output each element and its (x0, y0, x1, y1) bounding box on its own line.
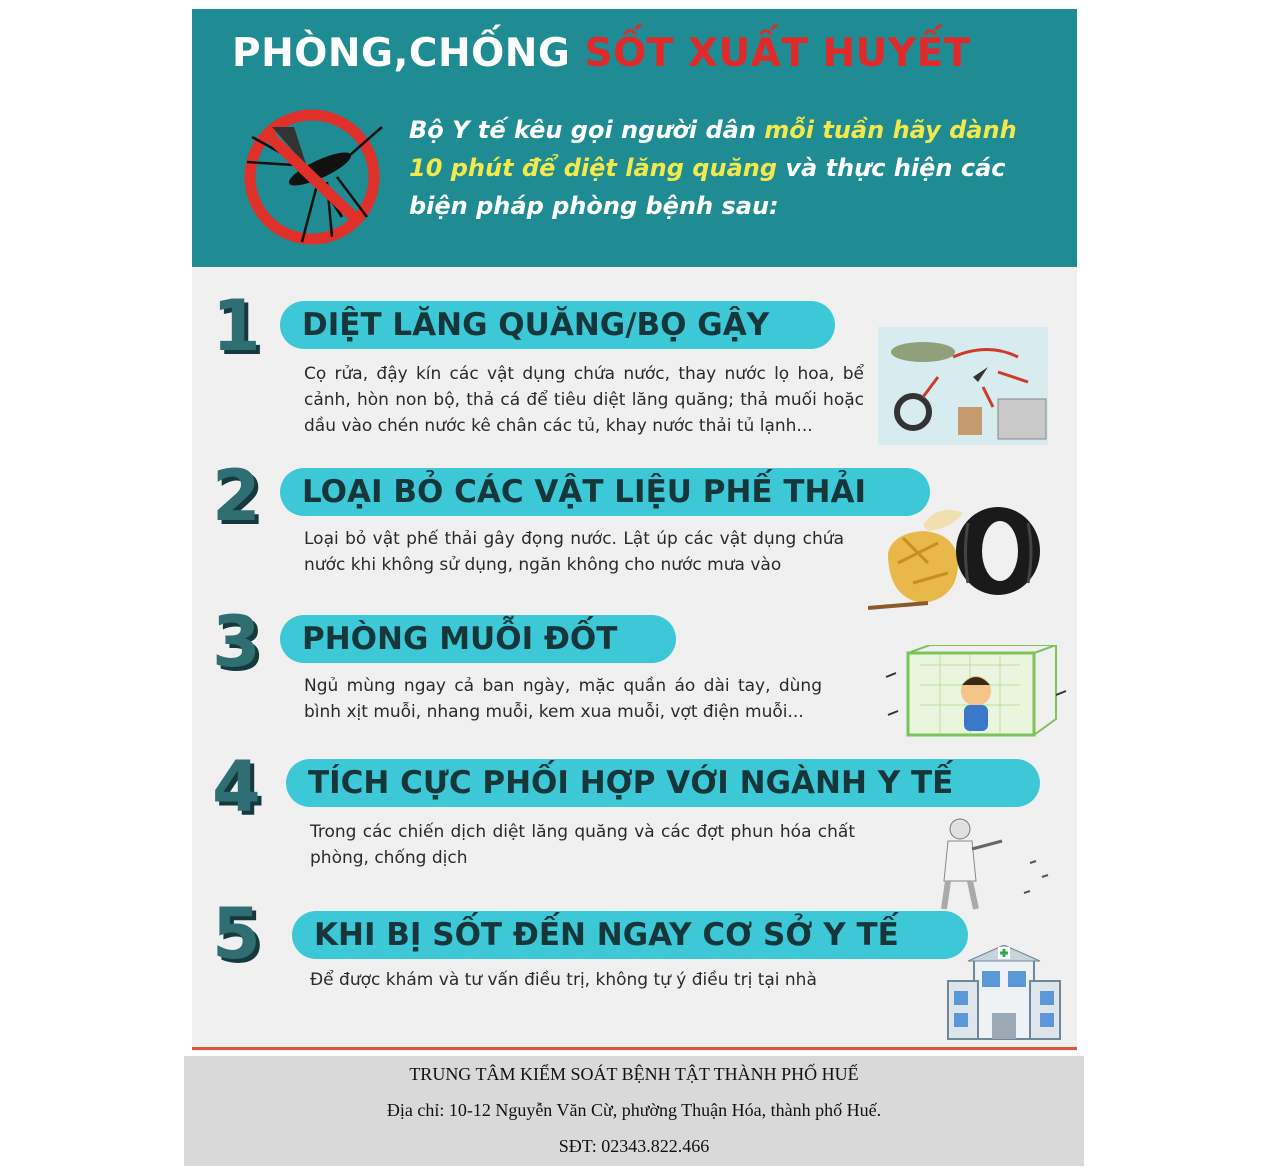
footer-address: Địa chỉ: 10-12 Nguyễn Văn Cừ, phường Thuận Hóa, thành phố Huế. (386, 1100, 882, 1120)
sprayer-icon (930, 813, 1064, 913)
intro-text (409, 111, 1049, 225)
waste-tire-icon (868, 503, 1048, 615)
step-2-text: Loại bỏ vật phế thải gây đọng nước. Lật úp các vật dụng chứa nước khi không sử dụng, ngăn không cho nước mưa vào (304, 529, 844, 575)
step-3-heading: PHÒNG MUỖI ĐỐT (280, 615, 676, 663)
footer (184, 1056, 1084, 1166)
step-4-number: 4 (212, 746, 261, 828)
intro-part1: Bộ Y tế kêu gọi người dân (409, 116, 765, 144)
poster-bottom-line (192, 1047, 1077, 1050)
intro-part2: và thực hiện các biện pháp phòng bệnh sau: (409, 154, 1006, 220)
step-2-number: 2 (212, 455, 261, 537)
title-red: SỐT XUẤT HUYẾT (584, 31, 971, 76)
step-5-number: 5 (212, 893, 261, 975)
step-2-heading: LOẠI BỎ CÁC VẬT LIỆU PHẾ THẢI (280, 468, 930, 516)
intro-highlight: mỗi tuần hãy dành 10 phút để diệt lăng quăng (409, 116, 1017, 182)
no-mosquito-icon (232, 107, 392, 247)
step-4-text: Trong các chiến dịch diệt lăng quăng và các đợt phun hóa chất phòng, chống dịch (310, 822, 855, 868)
poster (192, 9, 1077, 1051)
footer-org: TRUNG TÂM KIỂM SOÁT BỆNH TẬT THÀNH PHỐ HUẾ (409, 1064, 859, 1084)
step-1-text: Cọ rửa, đậy kín các vật dụng chứa nước, thay nước lọ hoa, bể cảnh, hòn non bộ, thả cá để tiêu diệt lăng quăng; thả muối hoặc dầu vào chén nước kê chân các tủ, khay nước thải tủ lạnh... (304, 364, 864, 436)
footer-phone: SĐT: 02343.822.466 (558, 1136, 710, 1156)
title-white: PHÒNG,CHỐNG (232, 31, 571, 76)
step-4-heading: TÍCH CỰC PHỐI HỢP VỚI NGÀNH Y TẾ (286, 759, 1040, 807)
larvae-cycle-icon (878, 327, 1048, 445)
mosquito-net-icon (880, 645, 1068, 741)
poster-title (232, 31, 971, 76)
step-1-number: 1 (212, 285, 261, 367)
step-3-text: Ngủ mùng ngay cả ban ngày, mặc quần áo dài tay, dùng bình xịt muỗi, nhang muỗi, kem xua muỗi, vợt điện muỗi... (304, 676, 822, 722)
step-3-number: 3 (212, 601, 261, 683)
poster-header (192, 9, 1077, 267)
step-5-text: Để được khám và tư vấn điều trị, không tự ý điều trị tại nhà (310, 970, 817, 990)
hospital-icon (944, 945, 1064, 1041)
step-1-heading: DIỆT LĂNG QUĂNG/BỌ GẬY (280, 301, 835, 349)
step-5-heading: KHI BỊ SỐT ĐẾN NGAY CƠ SỞ Y TẾ (292, 911, 968, 959)
